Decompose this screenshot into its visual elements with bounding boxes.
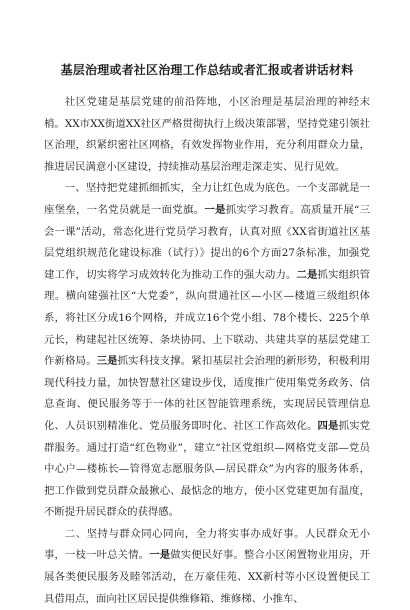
paragraph-emphasis: 四是 [317, 419, 339, 432]
paragraph-text: 抓实党群服务。通过打造“红色物业”，建立“社区党组织—网格党支部—党员中心户—楼栋长—管得宽志愿服务队—居民群众”为内容的服务体系，把工作做到党员群众最揪心、最惦念的地方，使小区党建更加有温度，不断提升居民群众的获得感。 [44, 419, 371, 519]
body-paragraph [44, 178, 370, 524]
paragraph-emphasis: 一是 [204, 203, 226, 216]
paragraph-text: 抓实学习教育。高质量开展“三会一课”活动，常态化进行党员学习教育，认真对照《XX省街道社区基层党组织规范化建设标准（试行）》提出的6个方面27条标准，加强党建工作，切实将学习成效转化为推动工作的强大动力。 [44, 203, 371, 281]
paragraph-emphasis: 三是 [96, 355, 118, 368]
paragraph-text: 一、坚持把党建抓细抓实，全力让红色成为底色。一个支部就是一座堡垒，一名党员就是一面党旗。 [44, 182, 370, 216]
body-paragraph [44, 524, 370, 610]
document-title: 基层治理或者社区治理工作总结或者汇报或者讲话材料 [60, 63, 354, 77]
paragraph-text: 二、坚持与群众同心同向，全力将实事办成好事。人民群众无小事，一枝一叶总关情。 [44, 527, 370, 562]
body-paragraph [44, 92, 370, 178]
paragraph-text: 社区党建是基层党建的前沿阵地，小区治理是基层治理的神经末梢。XX市XX街道XX社区严格贯彻执行上级决策部署，坚持党建引领社区治理，织紧织密社区网格，有效发挥物业作用，充分利用群众力量，推进居民满意小区建设，持续推动基层治理走深走实、见行见效。 [44, 96, 370, 173]
paragraph-emphasis: 二是 [296, 268, 318, 281]
document-body [44, 92, 370, 610]
paragraph-text: 抓实组织管理。横向建强社区“大党委”，纵向贯通社区—小区—楼道三级组织体系，将社区分成16个网格，并成立16个党小组、78个楼长、225个单元长，构建起社区统筹、条块协同、上下联动、共建共享的基层党建工作新格局。 [44, 268, 371, 368]
paragraph-text: 抓实科技支撑。紧扣基层社会治理的新形势，积极利用现代科技力量，加快智慧社区建设步伐，适度推广使用集党务政务、信息查询、便民服务等于一体的社区智能管理系统，实现居民管理信息化、人员识别精准化、党员服务即时化、社区工作高效化。 [44, 355, 371, 432]
paragraph-text: 做实便民好事。整合小区闲置物业用房，开展各类便民服务及睦邻活动，在万豪佳苑、XX新村等小区设置便民工具借用点，面向社区居民提供维修箱、维修梯、小推车、 [44, 549, 371, 605]
paragraph-emphasis: 一是 [149, 549, 171, 562]
